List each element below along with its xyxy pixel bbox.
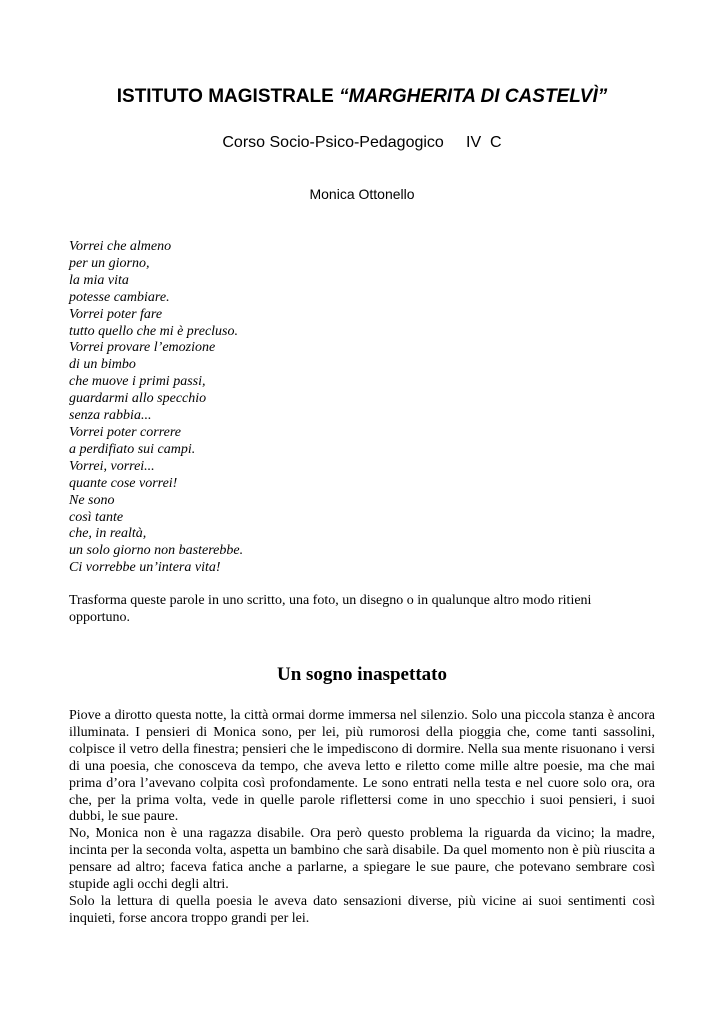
poem-line: Vorrei provare l’emozione	[69, 340, 216, 356]
poem-line: tutto quello che mi è precluso.	[69, 323, 238, 339]
poem-line: Ne sono	[69, 492, 115, 508]
story-body	[69, 708, 655, 928]
institute-title-main: ISTITUTO MAGISTRALE	[116, 86, 340, 107]
story-paragraph: No, Monica non è una ragazza disabile. Ora però questo problema la riguarda da vicino; la madre, incinta per la seconda volta, aspetta un bambino che sarà disabile. Da quel momento non è più riuscita a pensare ad altro; faceva fatica anche a parlarne, a spiegare le sue paure, che potevano sembrare così stupide agli occhi degli altri.	[69, 826, 655, 893]
poem-line: senza rabbia...	[69, 408, 152, 424]
assignment-prompt: Trasforma queste parole in uno scritto, una foto, un disegno o in qualunque altro modo ritieni opportuno.	[69, 593, 592, 625]
institute-title	[0, 84, 724, 110]
story-paragraph: Solo la lettura di quella poesia le aveva dato sensazioni diverse, più vicine ai suoi sentimenti così inquieti, forse ancora troppo grandi per lei.	[69, 893, 655, 926]
institute-title-name: “MARGHERITA DI CASTELVÌ”	[339, 86, 608, 107]
poem-line: la mia vita	[69, 272, 129, 288]
poem-line: che, in realtà,	[69, 526, 147, 542]
poem-line: Vorrei poter fare	[69, 306, 163, 322]
poem-line: di un bimbo	[69, 357, 136, 373]
poem-line: Vorrei poter correre	[69, 424, 181, 440]
poem-line: a perdifiato sui campi.	[69, 441, 196, 457]
poem-line: che muove i primi passi,	[69, 374, 206, 390]
poem-line: guardarmi allo specchio	[69, 391, 207, 407]
poem-line: Ci vorrebbe un’intera vita!	[69, 560, 221, 576]
poem-line: così tante	[69, 509, 124, 525]
poem-line: potesse cambiare.	[69, 289, 170, 305]
story-title: Un sogno inaspettato	[277, 664, 447, 685]
poem-line: un solo giorno non basterebbe.	[69, 543, 244, 559]
poem-line: Vorrei, vorrei...	[69, 458, 155, 474]
story-paragraph: Piove a dirotto questa notte, la città ormai dorme immersa nel silenzio. Solo una piccola stanza è ancora illuminata. I pensieri di Monica sono, per lei, più rumorosi della pioggia che, come tanti sassolini, colpisce il vetro della finestra; pensieri che le impediscono di dormire. Nella sua mente risuonano i versi di una poesia, che conosceva da tempo, che aveva letto e riletto come mille altre poesie, ma che mai prima d’ora l’avevano colpita così profondamente. Le sono entrati nella testa e nel cuore solo ora, ora che, per la prima volta, vede in quelle parole riflettersi come in uno specchio i suoi pensieri, i suoi dubbi, le sue paure.	[69, 708, 655, 825]
poem-line: Vorrei che almeno	[69, 239, 172, 254]
author-name: Monica Ottonello	[309, 186, 415, 202]
poem	[69, 239, 469, 577]
poem-line: quante cose vorrei!	[69, 475, 178, 491]
poem-line: per un giorno,	[69, 255, 150, 271]
course-subtitle: Corso Socio-Psico-Pedagogico IV C	[222, 134, 502, 151]
